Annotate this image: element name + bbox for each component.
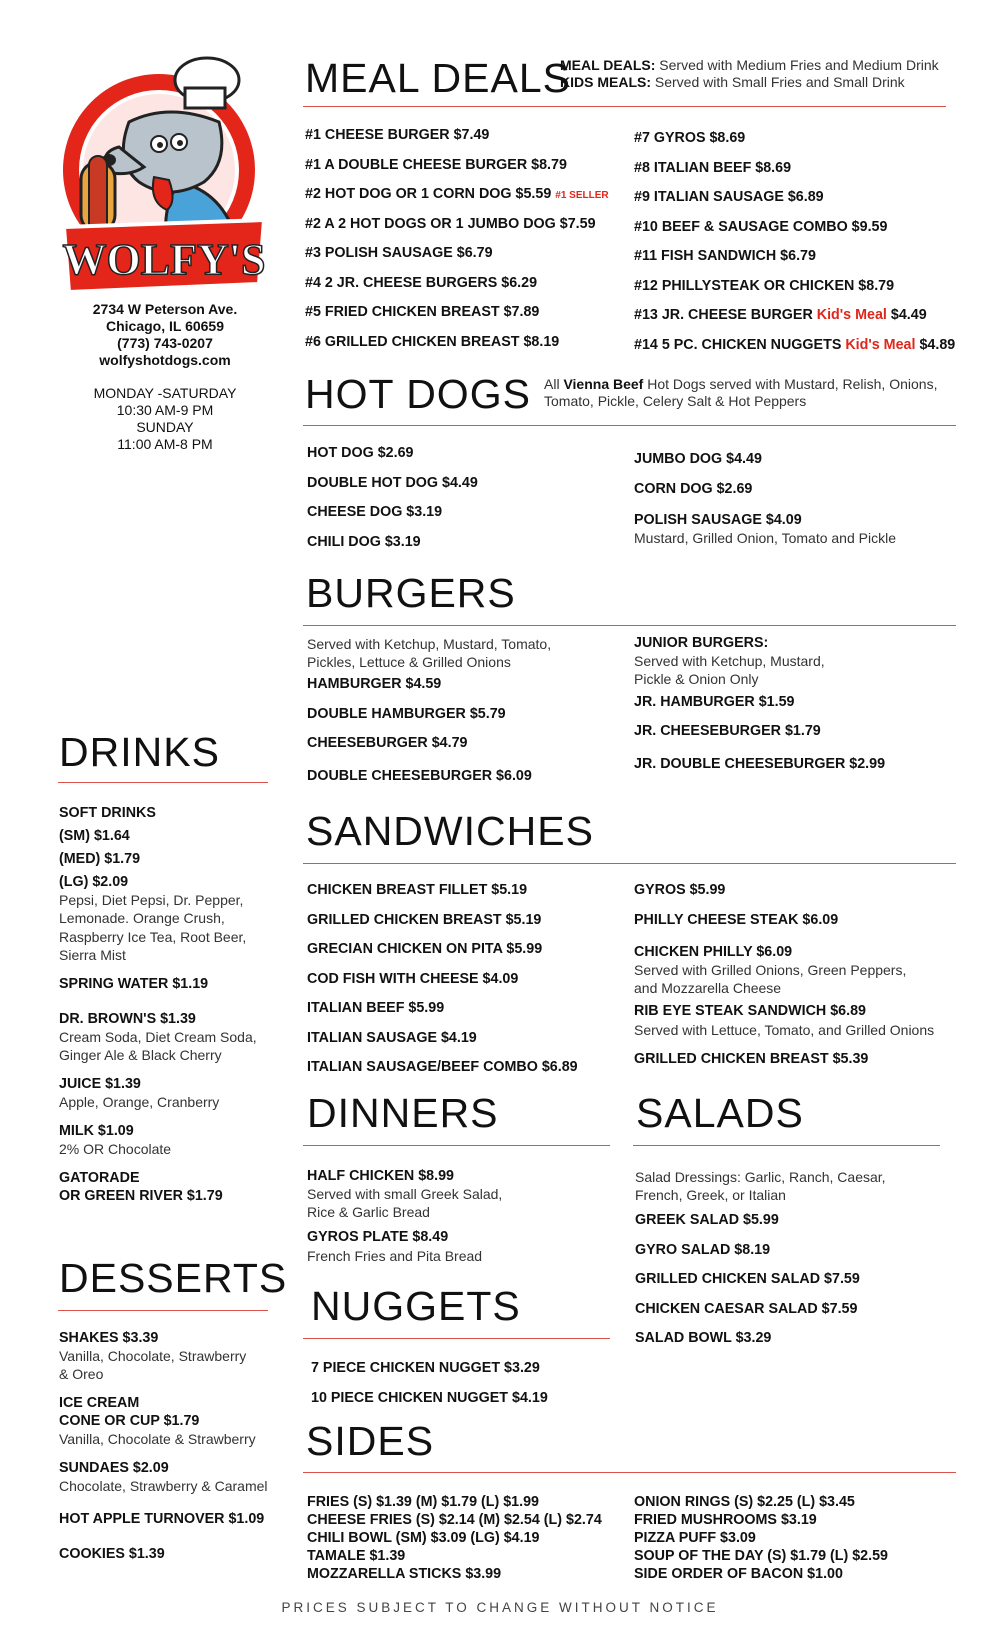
list-item: JUICE $1.39 bbox=[59, 1076, 141, 1093]
list-item: SIDE ORDER OF BACON $1.00 bbox=[634, 1566, 843, 1582]
list-item: HOT DOG $2.69 bbox=[307, 445, 414, 461]
item-price: $4.49 bbox=[886, 307, 927, 323]
section-divider bbox=[303, 1338, 610, 1339]
list-item: #10 BEEF & SAUSAGE COMBO $9.59 bbox=[634, 218, 888, 235]
list-item: CONE OR CUP $1.79 bbox=[59, 1412, 200, 1429]
list-item: COD FISH WITH CHEESE $4.09 bbox=[307, 970, 519, 987]
junior-description: Pickle & Onion Only bbox=[634, 671, 759, 688]
junior-description: Served with Ketchup, Mustard, bbox=[634, 653, 825, 670]
burgers-title: BURGERS bbox=[306, 570, 516, 616]
salads-title: SALADS bbox=[636, 1090, 804, 1136]
note-label: MEAL DEALS: bbox=[560, 57, 656, 73]
section-divider bbox=[303, 1472, 956, 1473]
burger-description: Pickles, Lettuce & Grilled Onions bbox=[307, 654, 511, 671]
list-item: #8 ITALIAN BEEF $8.69 bbox=[634, 159, 792, 176]
hours-line: 10:30 AM-9 PM bbox=[116, 402, 214, 418]
list-item: GRILLED CHICKEN BREAST $5.19 bbox=[307, 911, 542, 928]
section-divider bbox=[303, 863, 956, 864]
sides-left-list bbox=[307, 1494, 602, 1584]
list-item: ITALIAN BEEF $5.99 bbox=[307, 1000, 445, 1016]
hot-dogs-title: HOT DOGS bbox=[305, 371, 531, 417]
website-link[interactable]: wolfyshotdogs.com bbox=[99, 352, 231, 368]
sides-title: SIDES bbox=[306, 1418, 435, 1464]
prices-disclaimer: PRICES SUBJECT TO CHANGE WITHOUT NOTICE bbox=[281, 1600, 719, 1615]
list-item: CHICKEN PHILLY $6.09 bbox=[634, 944, 793, 960]
store-info bbox=[60, 301, 270, 453]
note-label: KIDS MEALS: bbox=[560, 74, 651, 90]
list-item: CHILI DOG $3.19 bbox=[307, 533, 421, 550]
address-line: 2734 W Peterson Ave. bbox=[92, 301, 238, 317]
logo-text: WOLFY'S bbox=[62, 235, 266, 284]
list-item: CHEESE DOG $3.19 bbox=[307, 504, 443, 520]
hot-dogs-left-list bbox=[307, 445, 478, 563]
note-text: Tomato, Pickle, Celery Salt & Hot Peppers bbox=[544, 393, 807, 409]
section-divider bbox=[303, 625, 956, 626]
note-text: Served with Small Fries and Small Drink bbox=[651, 74, 905, 90]
kids-meal-badge: Kid's Meal bbox=[816, 307, 887, 323]
list-item: CHILI BOWL (SM) $3.09 (LG) $4.19 bbox=[307, 1530, 540, 1546]
city-line: Chicago, IL 60659 bbox=[105, 318, 224, 334]
wolfys-logo bbox=[59, 52, 274, 297]
item-description: Served with Lettuce, Tomato, and Grilled Onions bbox=[634, 1021, 935, 1038]
list-item: HAMBURGER $4.59 bbox=[307, 676, 442, 693]
item-description: Sierra Mist bbox=[59, 946, 126, 963]
item-description: Ginger Ale & Black Cherry bbox=[59, 1047, 222, 1064]
drinks-title: DRINKS bbox=[59, 729, 220, 775]
note-text: All bbox=[544, 376, 564, 392]
junior-burgers-list bbox=[634, 635, 885, 773]
item-text: #13 JR. CHEESE BURGER bbox=[634, 307, 817, 323]
section-divider bbox=[58, 1310, 268, 1311]
list-item: GRILLED CHICKEN BREAST $5.39 bbox=[634, 1050, 869, 1067]
item-description: Apple, Orange, Cranberry bbox=[59, 1094, 220, 1111]
list-item: CHICKEN BREAST FILLET $5.19 bbox=[307, 882, 528, 898]
section-divider bbox=[303, 1145, 610, 1146]
list-item: DOUBLE CHEESEBURGER $6.09 bbox=[307, 767, 532, 784]
item-description: Cream Soda, Diet Cream Soda, bbox=[59, 1028, 257, 1045]
item-description: 2% OR Chocolate bbox=[59, 1141, 172, 1158]
item-description: and Mozzarella Cheese bbox=[634, 980, 782, 997]
list-item: #1 A DOUBLE CHEESE BURGER $8.79 bbox=[305, 156, 567, 173]
item-text: #2 HOT DOG OR 1 CORN DOG $5.59 bbox=[305, 186, 552, 202]
sandwiches-right-list bbox=[634, 882, 934, 1068]
list-item: HALF CHICKEN $8.99 bbox=[307, 1168, 454, 1184]
list-item: GRILLED CHICKEN SALAD $7.59 bbox=[635, 1271, 860, 1288]
seller-badge: #1 SELLER bbox=[555, 190, 609, 201]
nuggets-title: NUGGETS bbox=[311, 1283, 521, 1329]
item-description: Raspberry Ice Tea, Root Beer, bbox=[59, 928, 247, 945]
note-text: Served with Medium Fries and Medium Drink bbox=[655, 57, 939, 73]
list-item: #2 A 2 HOT DOGS OR 1 JUMBO DOG $7.59 bbox=[305, 215, 596, 232]
list-item: (MED) $1.79 bbox=[59, 851, 141, 867]
list-item: SOUP OF THE DAY (S) $1.79 (L) $2.59 bbox=[634, 1548, 888, 1564]
item-description: Lemonade. Orange Crush, bbox=[59, 910, 225, 927]
list-item: #7 GYROS $8.69 bbox=[634, 130, 746, 146]
list-item: JR. HAMBURGER $1.59 bbox=[634, 693, 795, 710]
list-item: ONION RINGS (S) $2.25 (L) $3.45 bbox=[634, 1494, 855, 1510]
list-item: GRECIAN CHICKEN ON PITA $5.99 bbox=[307, 941, 543, 957]
list-item: (LG) $2.09 bbox=[59, 874, 129, 890]
section-divider bbox=[303, 106, 946, 107]
salad-dressings: Salad Dressings: Garlic, Ranch, Caesar, bbox=[635, 1169, 886, 1185]
list-item: 7 PIECE CHICKEN NUGGET $3.29 bbox=[311, 1360, 540, 1376]
list-item: #6 GRILLED CHICKEN BREAST $8.19 bbox=[305, 333, 560, 350]
hours-line: MONDAY -SATURDAY bbox=[93, 385, 237, 401]
list-item: RIB EYE STEAK SANDWICH $6.89 bbox=[634, 1003, 866, 1020]
list-item: #12 PHILLYSTEAK OR CHICKEN $8.79 bbox=[634, 277, 895, 294]
item-description: Chocolate, Strawberry & Caramel bbox=[59, 1477, 268, 1494]
list-item: #4 2 JR. CHEESE BURGERS $6.29 bbox=[305, 274, 538, 291]
list-item: CHEESE FRIES (S) $2.14 (M) $2.54 (L) $2.74 bbox=[307, 1512, 602, 1528]
list-item: GYROS $5.99 bbox=[634, 882, 726, 898]
desserts-title: DESSERTS bbox=[59, 1255, 288, 1301]
list-item: HOT APPLE TURNOVER $1.09 bbox=[59, 1510, 265, 1527]
sandwiches-left-list bbox=[307, 882, 578, 1089]
list-item: CHICKEN CAESAR SALAD $7.59 bbox=[635, 1300, 858, 1317]
list-item: ITALIAN SAUSAGE $4.19 bbox=[307, 1029, 477, 1046]
desserts-list bbox=[59, 1330, 284, 1563]
list-item: CHEESEBURGER $4.79 bbox=[307, 735, 468, 752]
meal-deals-left-list bbox=[305, 127, 609, 363]
list-item: ICE CREAM bbox=[59, 1395, 140, 1412]
list-item: ITALIAN SAUSAGE/BEEF COMBO $6.89 bbox=[307, 1059, 578, 1075]
section-divider bbox=[303, 425, 956, 426]
hot-dogs-right-list bbox=[634, 451, 896, 547]
list-item: FRIED MUSHROOMS $3.19 bbox=[634, 1512, 817, 1528]
list-item: JR. DOUBLE CHEESEBURGER $2.99 bbox=[634, 755, 886, 772]
list-item: POLISH SAUSAGE $4.09 bbox=[634, 512, 802, 528]
hours-line: SUNDAY bbox=[136, 419, 194, 435]
list-item: OR GREEN RIVER $1.79 bbox=[59, 1187, 223, 1204]
list-item: (SM) $1.64 bbox=[59, 828, 130, 844]
list-item: DR. BROWN'S $1.39 bbox=[59, 1010, 196, 1027]
list-item: CORN DOG $2.69 bbox=[634, 480, 753, 497]
dinners-title: DINNERS bbox=[307, 1090, 499, 1136]
list-item: JR. CHEESEBURGER $1.79 bbox=[634, 723, 821, 740]
soft-drinks-title: SOFT DRINKS bbox=[59, 805, 156, 821]
salads-list bbox=[635, 1168, 886, 1360]
item-description: Vanilla, Chocolate, Strawberry bbox=[59, 1348, 247, 1365]
list-item: JUMBO DOG $4.49 bbox=[634, 451, 762, 467]
list-item: TAMALE $1.39 bbox=[307, 1548, 406, 1564]
junior-burgers-title: JUNIOR BURGERS: bbox=[634, 635, 769, 651]
list-item: DOUBLE HAMBURGER $5.79 bbox=[307, 705, 506, 722]
list-item: SPRING WATER $1.19 bbox=[59, 975, 209, 992]
wolf-chef-mascot-icon bbox=[59, 52, 274, 297]
list-item: 10 PIECE CHICKEN NUGGET $4.19 bbox=[311, 1389, 548, 1406]
section-divider bbox=[58, 782, 268, 783]
list-item: SALAD BOWL $3.29 bbox=[635, 1330, 772, 1347]
hot-dogs-note bbox=[544, 376, 937, 410]
item-price: $4.89 bbox=[915, 336, 956, 353]
list-item: #5 FRIED CHICKEN BREAST $7.89 bbox=[305, 304, 540, 320]
kids-meal-badge: Kid's Meal bbox=[845, 336, 916, 353]
salad-dressings: French, Greek, or Italian bbox=[635, 1187, 786, 1204]
nuggets-list bbox=[311, 1360, 548, 1419]
list-item: #11 FISH SANDWICH $6.79 bbox=[634, 248, 816, 264]
item-description: Served with Grilled Onions, Green Peppers, bbox=[634, 962, 907, 979]
sandwiches-title: SANDWICHES bbox=[306, 808, 594, 854]
phone-number: (773) 743-0207 bbox=[117, 335, 213, 351]
list-item: GREEK SALAD $5.99 bbox=[635, 1212, 779, 1229]
meal-deals-note bbox=[560, 57, 939, 91]
list-item: SHAKES $3.39 bbox=[59, 1330, 159, 1346]
dinners-list bbox=[307, 1168, 502, 1265]
list-item: MOZZARELLA STICKS $3.99 bbox=[307, 1566, 502, 1582]
list-item bbox=[634, 307, 955, 337]
section-divider bbox=[633, 1145, 940, 1146]
sides-right-list bbox=[634, 1494, 888, 1584]
list-item: #1 CHEESE BURGER $7.49 bbox=[305, 127, 490, 143]
list-item: DOUBLE HOT DOG $4.49 bbox=[307, 474, 478, 491]
list-item: GATORADE bbox=[59, 1170, 140, 1187]
meal-deals-title: MEAL DEALS bbox=[305, 55, 571, 101]
item-description: Rice & Garlic Bread bbox=[307, 1204, 430, 1221]
list-item: MILK $1.09 bbox=[59, 1123, 134, 1140]
note-bold: Vienna Beef bbox=[563, 376, 644, 392]
list-item: #9 ITALIAN SAUSAGE $6.89 bbox=[634, 189, 824, 205]
item-description: & Oreo bbox=[59, 1366, 104, 1383]
burger-description: Served with Ketchup, Mustard, Tomato, bbox=[307, 636, 552, 652]
list-item: PIZZA PUFF $3.09 bbox=[634, 1530, 756, 1546]
burgers-left-list bbox=[307, 635, 551, 785]
list-item: COOKIES $1.39 bbox=[59, 1545, 165, 1562]
list-item bbox=[305, 186, 609, 216]
list-item bbox=[634, 337, 955, 367]
item-description: Mustard, Grilled Onion, Tomato and Pickle bbox=[634, 530, 896, 547]
item-description: Vanilla, Chocolate & Strawberry bbox=[59, 1430, 256, 1447]
hours-line: 11:00 AM-8 PM bbox=[117, 436, 213, 452]
item-description: French Fries and Pita Bread bbox=[307, 1247, 483, 1264]
item-description: Pepsi, Diet Pepsi, Dr. Pepper, bbox=[59, 892, 244, 909]
drinks-list bbox=[59, 805, 284, 1205]
list-item: SUNDAES $2.09 bbox=[59, 1459, 169, 1476]
item-text: #14 5 PC. CHICKEN NUGGETS bbox=[634, 336, 846, 353]
list-item: GYROS PLATE $8.49 bbox=[307, 1229, 449, 1246]
list-item: PHILLY CHEESE STEAK $6.09 bbox=[634, 911, 839, 928]
note-text: Hot Dogs served with Mustard, Relish, Onions, bbox=[643, 376, 938, 392]
list-item: GYRO SALAD $8.19 bbox=[635, 1241, 771, 1258]
list-item: FRIES (S) $1.39 (M) $1.79 (L) $1.99 bbox=[307, 1494, 540, 1510]
list-item: #3 POLISH SAUSAGE $6.79 bbox=[305, 245, 493, 261]
meal-deals-right-list bbox=[634, 130, 955, 366]
item-description: Served with small Greek Salad, bbox=[307, 1186, 503, 1203]
